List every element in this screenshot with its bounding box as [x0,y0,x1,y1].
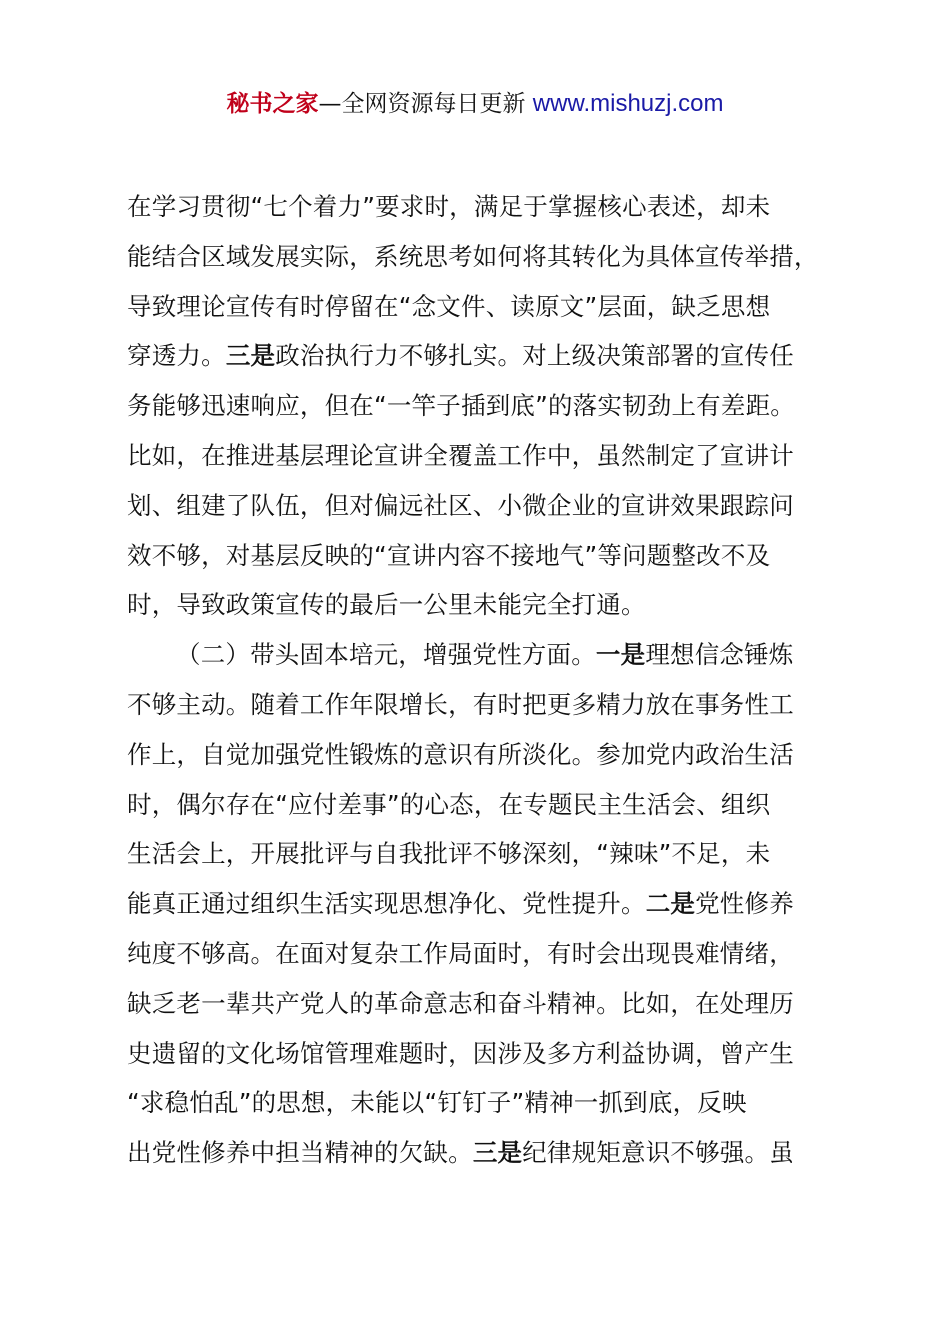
text-line [127,680,837,730]
site-tagline: —全网资源每日更新 [318,91,533,117]
site-brand: 秘书之家 [226,91,319,117]
text-run: 生活会上，开展批评与自我批评不够深刻，“辣味”不足，未 [127,839,771,869]
emphasis-text: 一是 [595,640,646,670]
text-run: 党性修养 [695,889,794,919]
text-line [127,1128,837,1178]
text-line [127,1078,837,1128]
text-run: 出党性修养中担当精神的欠缺。 [127,1138,473,1168]
text-run: 能结合区域发展实际，系统思考如何将其转化为具体宣传举措， [127,241,819,271]
text-run: 缺乏老一辈共产党人的革命意志和奋斗精神。比如，在处理历 [127,988,794,1018]
text-run: 时，偶尔存在“应付差事”的心态，在专题民主生活会、组织 [127,789,771,819]
text-line [127,381,837,431]
text-line [127,182,837,232]
text-run: 史遗留的文化场馆管理难题时，因涉及多方利益协调，曾产生 [127,1038,794,1068]
text-line [127,481,837,531]
text-line [127,730,837,780]
site-header [0,88,950,120]
text-line [127,531,837,581]
text-line [127,979,837,1029]
text-run: 时，导致政策宣传的最后一公里未能完全打通。 [127,590,646,620]
text-line [127,879,837,929]
emphasis-text: 三是 [225,341,276,371]
text-run: “求稳怕乱”的思想，未能以“钉钉子”精神一抓到底，反映 [127,1088,747,1118]
text-line [127,232,837,282]
text-run: 导致理论宣传有时停留在“念文件、读原文”层面，缺乏思想 [127,291,771,321]
text-run: 划、组建了队伍，但对偏远社区、小微企业的宣讲效果跟踪问 [127,490,794,520]
text-line [127,282,837,332]
text-line [127,829,837,879]
text-run: 纪律规矩意识不够强。虽 [522,1138,794,1168]
text-run: 政治执行力不够扎实。对上级决策部署的宣传任 [275,341,794,371]
text-line [127,580,837,630]
text-line [127,929,837,979]
text-run: 在学习贯彻“七个着力”要求时，满足于掌握核心表述，却未 [127,192,771,221]
text-line [127,331,837,381]
text-run: 能真正通过组织生活实现思想净化、党性提升。 [127,889,646,919]
text-run: 作上，自觉加强党性锻炼的意识有所淡化。参加党内政治生活 [127,739,794,769]
text-run: 穿透力。 [127,341,226,371]
emphasis-text: 三是 [472,1138,523,1168]
text-run: 纯度不够高。在面对复杂工作局面时，有时会出现畏难情绪， [127,938,794,968]
text-line [127,431,837,481]
emphasis-text: 二是 [645,889,696,919]
text-run: 比如，在推进基层理论宣讲全覆盖工作中，虽然制定了宣讲计 [127,440,794,470]
text-run: 效不够，对基层反映的“宣讲内容不接地气”等问题整改不及 [127,540,771,570]
document-body [127,182,837,1178]
text-run: 不够主动。随着工作年限增长，有时把更多精力放在事务性工 [127,689,794,719]
text-line [127,630,837,680]
text-run: 理想信念锤炼 [645,640,794,670]
site-url-link[interactable]: www.mishuzj.com [532,90,724,117]
text-line [127,780,837,830]
text-run: （二）带头固本培元，增强党性方面。 [176,640,596,670]
text-line [127,1029,837,1079]
text-run: 务能够迅速响应，但在“一竿子插到底”的落实韧劲上有差距。 [127,391,795,421]
